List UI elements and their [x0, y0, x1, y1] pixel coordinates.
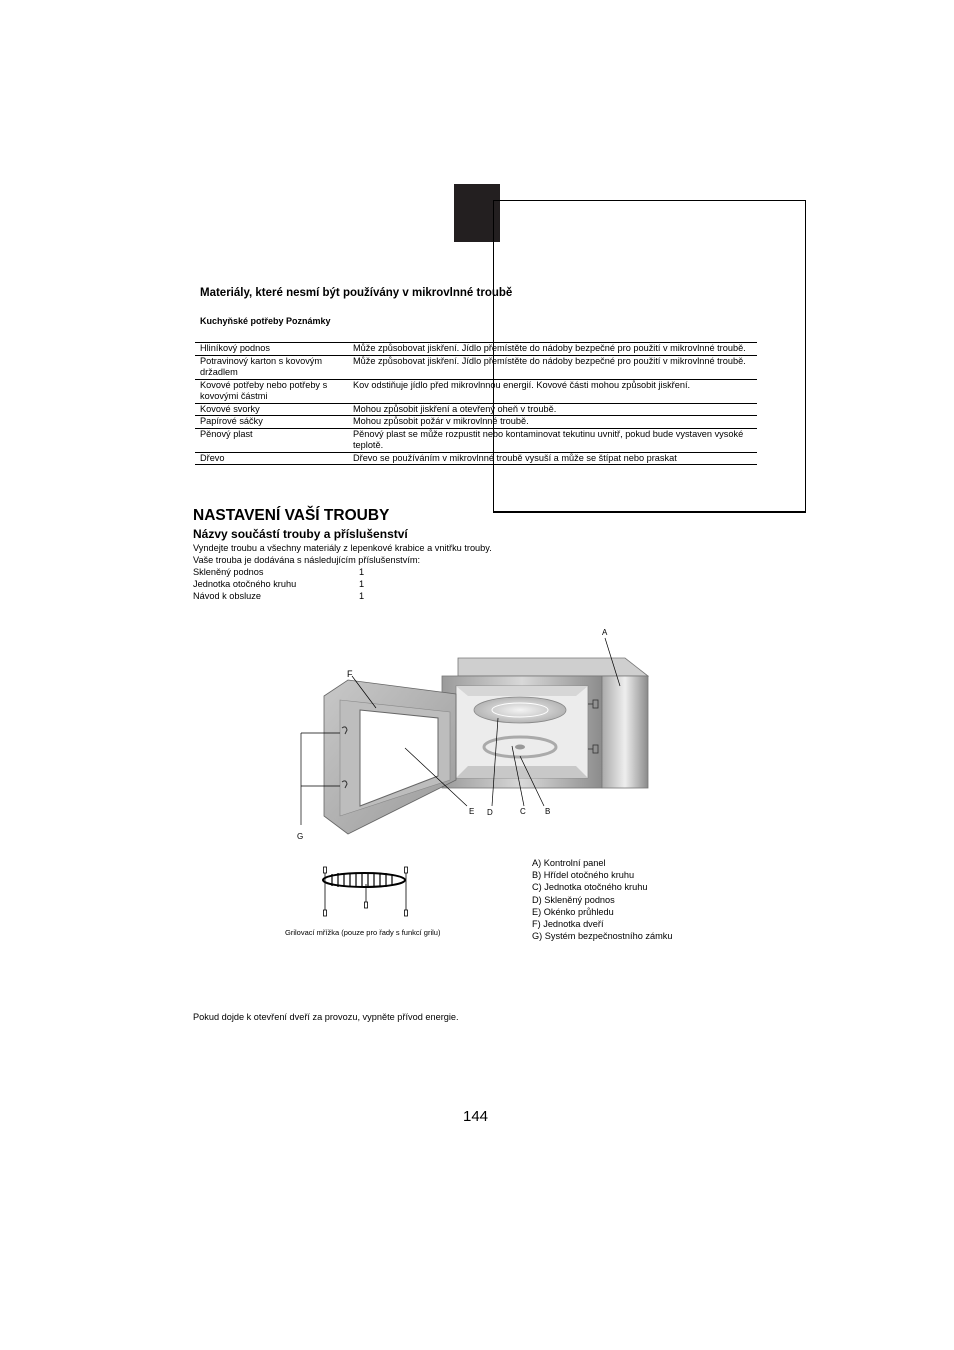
table-cell-item: Hliníkový podnos [195, 343, 348, 356]
table-row [195, 403, 757, 416]
accessory-qty: 1 [359, 579, 365, 589]
materials-subtitle: Kuchyňské potřeby Poznámky [200, 316, 331, 326]
table-cell-note: Mohou způsobit požár v mikrovlnné troubě. [348, 416, 757, 429]
cavity-floor [456, 766, 588, 778]
table-cell-note: Pěnový plast se může rozpustit nebo kontaminovat tekutinu uvnitř, pokud bude vystaven vysoké teplotě. [348, 428, 757, 452]
list-item [193, 566, 364, 578]
accessory-name: Skleněný podnos [193, 567, 264, 577]
table-row [195, 452, 757, 465]
setup-intro-1: Vyndejte troubu a všechny materiály z lepenkové krabice a vnitřku trouby. [193, 543, 492, 553]
cavity-ceiling [456, 686, 588, 696]
list-item [193, 578, 364, 590]
table-row [195, 355, 757, 379]
table-row [195, 428, 757, 452]
table-cell-note: Mohou způsobit jiskření a otevřený oheň v troubě. [348, 403, 757, 416]
list-item [193, 590, 364, 602]
microwave-diagram [280, 620, 680, 850]
table-row [195, 379, 757, 403]
accessory-name: Jednotka otočného kruhu [193, 579, 297, 589]
legend-item: D) Skleněný podnos [532, 894, 615, 905]
label-a: A [602, 628, 608, 637]
table-cell-item: Dřevo [195, 452, 348, 465]
table-cell-item: Potravinový karton s kovovým držadlem [195, 355, 348, 379]
accessories-list [193, 566, 364, 602]
table-row [195, 343, 757, 356]
table-cell-note: Dřevo se používáním v mikrovlnné troubě vysuší a může se štípat nebo praskat [348, 452, 757, 465]
accessory-qty: 1 [359, 591, 365, 601]
legend-item: E) Okénko průhledu [532, 906, 614, 917]
legend-item: G) Systém bezpečnostního zámku [532, 931, 673, 942]
label-g: G [297, 832, 304, 841]
turntable-shaft [515, 745, 525, 750]
label-e: E [469, 807, 475, 816]
grill-rack-diagram [318, 862, 418, 924]
legend-item: B) Hřídel otočného kruhu [532, 870, 635, 881]
table-cell-item: Kovové potřeby nebo potřeby s kovovými částmi [195, 379, 348, 403]
warning-text: Pokud dojde k otevření dveří za provozu, vypněte přívod energie. [193, 1012, 459, 1022]
table-cell-item: Kovové svorky [195, 403, 348, 416]
materials-title: Materiály, které nesmí být používány v mikrovlnné troubě [200, 287, 513, 299]
setup-subtitle: Názvy součástí trouby a příslušenství [193, 527, 408, 541]
label-f: F [347, 669, 353, 679]
legend-item: F) Jednotka dveří [532, 919, 604, 930]
legend-item: C) Jednotka otočného kruhu [532, 882, 648, 893]
label-b: B [545, 807, 551, 816]
grill-rack-ring [323, 873, 405, 887]
label-c: C [520, 807, 526, 816]
setup-intro-2: Vaše trouba je dodávána s následujícím příslušenstvím: [193, 555, 421, 565]
control-panel [602, 676, 648, 788]
table-cell-item: Pěnový plast [195, 428, 348, 452]
table-cell-note: Může způsobovat jiskření. Jídlo přemístěte do nádoby bezpečné pro použití v mikrovlnné troubě. [348, 355, 757, 379]
setup-title: NASTAVENÍ VAŠÍ TROUBY [193, 507, 390, 524]
label-d: D [487, 808, 493, 817]
table-cell-item: Papírové sáčky [195, 416, 348, 429]
page-number: 144 [463, 1108, 489, 1125]
materials-table [195, 342, 757, 465]
accessory-name: Návod k obsluze [193, 591, 261, 601]
table-cell-note: Může způsobovat jiskření. Jídlo přemístěte do nádoby bezpečné pro použití v mikrovlnné troubě. [348, 343, 757, 356]
parts-legend [532, 857, 672, 942]
accessory-qty: 1 [359, 567, 365, 577]
legend-item: A) Kontrolní panel [532, 858, 606, 868]
glass-tray [474, 697, 566, 723]
body-top [458, 658, 648, 676]
table-row [195, 416, 757, 429]
table-cell-note: Kov odstiňuje jídlo před mikrovlnnou energií. Kovové části mohou způsobit jiskření. [348, 379, 757, 403]
grill-caption: Grilovací mřížka (pouze pro řady s funkcí grilu) [285, 928, 441, 937]
